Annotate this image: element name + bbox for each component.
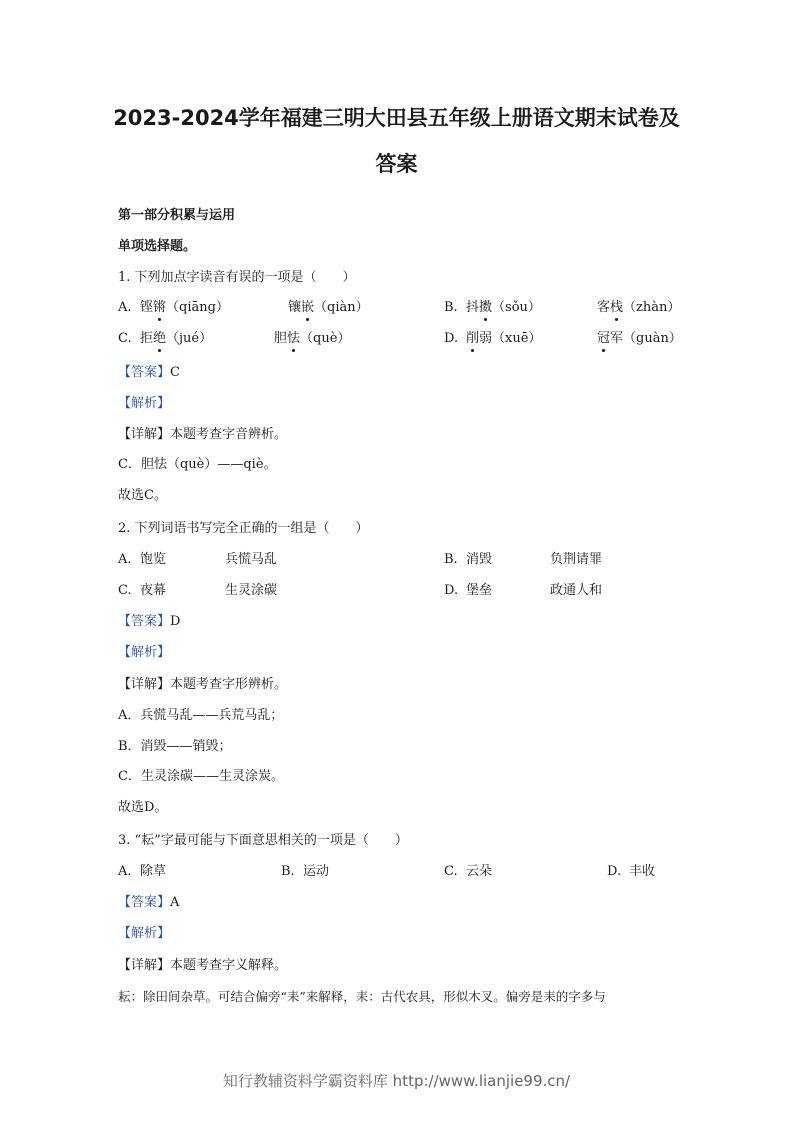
q2-answer bbox=[118, 613, 180, 631]
q2-options-row-2 bbox=[118, 582, 678, 600]
q2-option-d-word-2: 政通人和 bbox=[550, 583, 603, 598]
q1-answer bbox=[118, 364, 180, 382]
q2-option-d-label: D. bbox=[444, 583, 459, 598]
q1-option-b-word-1: 抖擞（sǒu） bbox=[466, 300, 541, 315]
q3-explanation-line: 耘：除田间杂草。可结合偏旁“耒”来解释，耒：古代农具，形似木叉。偏旁是耒的字多与 bbox=[118, 989, 606, 1004]
emphasis-dot: 嵌 bbox=[301, 300, 315, 315]
q1-stem: 1. 下列加点字读音有误的一项是（ ） bbox=[118, 270, 356, 285]
q1-option-b-word-2: 客栈（zhàn） bbox=[597, 300, 681, 315]
q2-option-a-word-1: 饱览 bbox=[140, 552, 167, 567]
q3-option-d-label: D. bbox=[607, 864, 622, 879]
q2-option-c-word-2: 生灵涂碳 bbox=[225, 583, 278, 598]
q2-option-a-word-2: 兵慌马乱 bbox=[225, 552, 278, 567]
q1-option-c-word-2: 胆怯（què） bbox=[274, 331, 351, 346]
q2-option-b-word-2: 负荆请罪 bbox=[550, 552, 603, 567]
q2-stem: 2. 下列词语书写完全正确的一组是（ ） bbox=[118, 521, 369, 536]
q1-option-d-word-1: 削弱（xuē） bbox=[466, 331, 542, 346]
q2-option-b-word-1: 消毁 bbox=[466, 552, 493, 567]
detail-tag: 【详解】 bbox=[118, 677, 171, 692]
q3-stem: 3. “耘”字最可能与下面意思相关的一项是（ ） bbox=[118, 833, 408, 848]
q3-answer bbox=[118, 894, 179, 912]
q3-option-a-label: A. bbox=[118, 864, 132, 879]
q2-conclusion: 故选D。 bbox=[118, 800, 168, 815]
q3-option-b: 运动 bbox=[303, 864, 330, 879]
q2-explanation-line-2: B．消毁——销毁； bbox=[118, 739, 232, 754]
q1-analysis-tag: 【解析】 bbox=[118, 396, 171, 411]
q2-option-c-word-1: 夜幕 bbox=[140, 583, 167, 598]
q1-detail: 【详解】本题考查字音辨析。 bbox=[118, 427, 288, 442]
q3-detail: 【详解】本题考查字义解释。 bbox=[118, 958, 288, 973]
answer-tag: 【答案】 bbox=[118, 614, 171, 629]
q3-options-row bbox=[118, 863, 678, 881]
q2-options-row-1 bbox=[118, 551, 678, 569]
q2-option-d-word-1: 堡垒 bbox=[466, 583, 493, 598]
emphasis-dot: 绝 bbox=[153, 331, 167, 346]
q3-option-b-label: B. bbox=[281, 864, 295, 879]
q3-analysis-tag: 【解析】 bbox=[118, 926, 171, 941]
emphasis-dot: 锵 bbox=[153, 300, 167, 315]
section-title: 第一部分积累与运用 bbox=[118, 208, 236, 223]
title-line-1: 2023-2024学年福建三明大田县五年级上册语文期末试卷及 bbox=[113, 106, 680, 130]
q1-option-a-word-1: 铿锵（qiāng） bbox=[140, 300, 229, 315]
detail-tag: 【详解】 bbox=[118, 958, 171, 973]
q3-option-c: 云朵 bbox=[466, 864, 493, 879]
q1-option-a-word-2: 镶嵌（qiàn） bbox=[288, 300, 369, 315]
q1-option-b-label: B. bbox=[444, 300, 458, 315]
answer-value: C bbox=[170, 365, 180, 380]
emphasis-dot: 擞 bbox=[479, 300, 493, 315]
title-line-2: 答案 bbox=[375, 152, 418, 176]
emphasis-dot: 栈 bbox=[610, 300, 624, 315]
q2-option-a-label: A. bbox=[118, 552, 132, 567]
answer-tag: 【答案】 bbox=[118, 365, 171, 380]
q2-option-b-label: B. bbox=[444, 552, 458, 567]
answer-value: D bbox=[170, 614, 181, 629]
q3-option-a: 除草 bbox=[140, 864, 167, 879]
q1-explanation-line: C．胆怯（què）——qiè。 bbox=[118, 457, 277, 472]
answer-tag: 【答案】 bbox=[118, 895, 171, 910]
q2-option-c-label: C. bbox=[118, 583, 132, 598]
q1-options-row-2 bbox=[118, 330, 682, 348]
q1-options-row-1 bbox=[118, 299, 681, 317]
q2-analysis-tag: 【解析】 bbox=[118, 645, 171, 660]
q2-explanation-line-3: C．生灵涂碳——生灵涂炭。 bbox=[118, 769, 284, 784]
q3-option-c-label: C. bbox=[444, 864, 458, 879]
q1-option-d-label: D. bbox=[444, 331, 459, 346]
q1-option-a-label: A. bbox=[118, 300, 132, 315]
emphasis-dot: 冠 bbox=[597, 331, 611, 346]
emphasis-dot: 削 bbox=[466, 331, 480, 346]
footer-watermark: 知行教辅资料学霸资料库 http://www.lianjie99.cn/ bbox=[222, 1072, 571, 1090]
q2-detail: 【详解】本题考查字形辨析。 bbox=[118, 677, 288, 692]
answer-value: A bbox=[170, 895, 180, 910]
q1-option-c-word-1: 拒绝（jué） bbox=[140, 331, 213, 346]
q1-option-d-word-2: 冠军（guàn） bbox=[597, 331, 682, 346]
q2-explanation-line-1: A．兵慌马乱——兵荒马乱； bbox=[118, 708, 284, 723]
detail-tag: 【详解】 bbox=[118, 427, 171, 442]
q1-conclusion: 故选C。 bbox=[118, 488, 167, 503]
document-title bbox=[100, 95, 693, 187]
q1-option-c-label: C. bbox=[118, 331, 132, 346]
subsection-title: 单项选择题。 bbox=[118, 239, 197, 254]
emphasis-dot: 怯 bbox=[287, 331, 301, 346]
q3-option-d: 丰收 bbox=[629, 864, 656, 879]
